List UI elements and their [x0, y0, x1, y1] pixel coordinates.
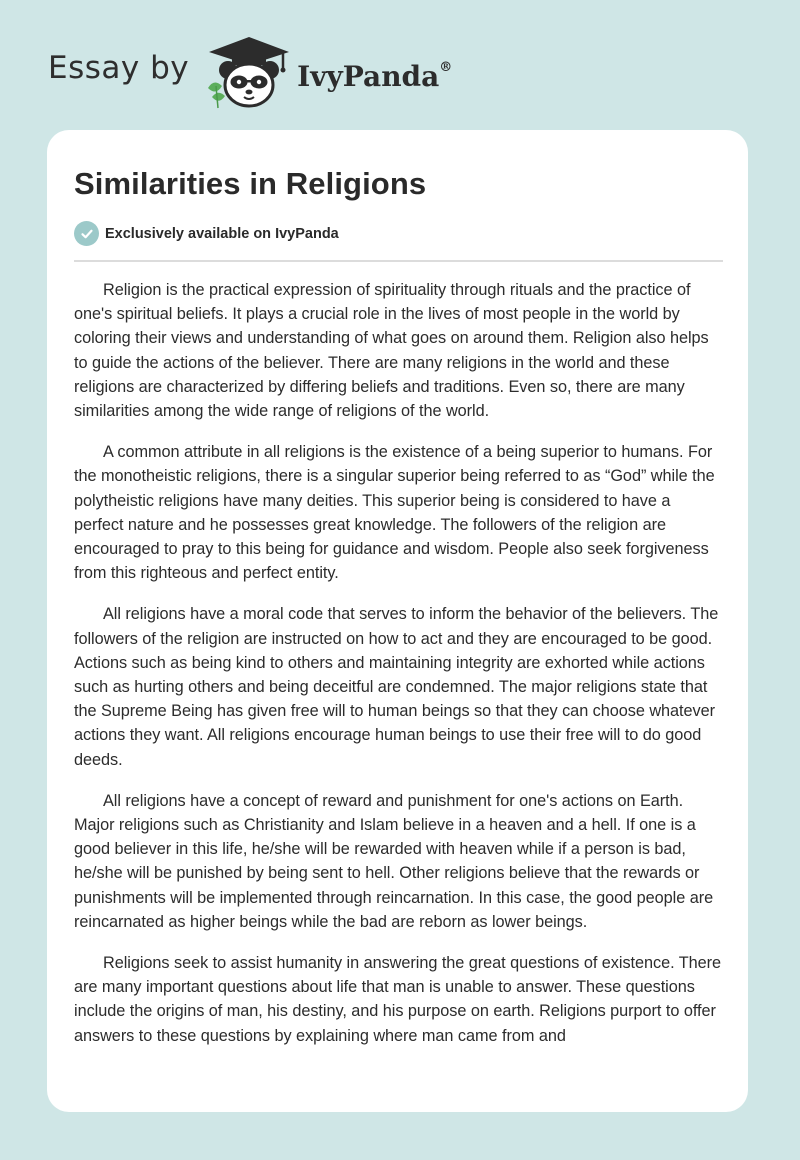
check-icon — [74, 221, 99, 246]
paragraph: All religions have a moral code that serves to inform the behavior of the believers. The followers of the religion are instructed on how to act and they are encouraged to be good. Actions such as being kind to others and maintaining integrity are exhorted while actions such as hurting others and being deceitful are condemned. The major religions state that the Supreme Being has given free will to human beings so that they can choose whatever actions they want. All religions encourage human beings to use their free will to do good deeds. — [74, 605, 719, 769]
paragraph: Religions seek to assist humanity in answering the great questions of existence. There are many important questions about life that man is unable to answer. These questions include the origins of man, his destiny, and his purpose on earth. Religions purport to offer answers to these questions by explaining where man came from and — [74, 954, 722, 1045]
page-title: Similarities in Religions — [74, 166, 427, 201]
exclusive-label: Exclusively available on IvyPanda — [105, 225, 339, 242]
brand-name-text: IvyPanda — [297, 59, 440, 93]
registered-mark: ® — [439, 60, 453, 76]
brand-name[interactable] — [297, 60, 452, 93]
essay-card — [47, 130, 748, 1112]
panda-graduate-icon[interactable] — [203, 34, 295, 110]
exclusive-badge — [74, 221, 339, 246]
site-header — [48, 34, 452, 110]
essay-by-label: Essay by — [48, 50, 190, 86]
paragraph: A common attribute in all religions is the existence of a being superior to humans. For the monotheistic religions, there is a singular superior being referred to as “God” while the polytheistic religions have many deities. This superior being is considered to have a perfect nature and he possesses great knowledge. The followers of the religion are encouraged to pray to this being for guidance and wisdom. People also seek forgiveness from this righteous and perfect entity. — [74, 443, 715, 583]
title-divider — [74, 260, 723, 262]
paragraph: Religion is the practical expression of spirituality through rituals and the practice of one's spiritual beliefs. It plays a crucial role in the lives of most people in the world by coloring their views and understanding of what goes on around them. Religion also helps to guide the actions of the believer. There are many religions in the world and these religions are characterized by differing beliefs and traditions. Even so, there are many similarities among the wide range of religions of the world. — [74, 281, 709, 421]
paragraph: All religions have a concept of reward and punishment for one's actions on Earth. Major religions such as Christianity and Islam believe in a heaven and a hell. If one is a good believer in this life, he/she will be rewarded with heaven while if a person is bad, he/she will be punished by being sent to hell. Other religions believe that the rewards or punishments will be implemented through reincarnation. In this case, the good people are reincarnated as higher beings while the bad are reborn as lower beings. — [74, 791, 714, 931]
essay-body — [74, 278, 724, 1065]
